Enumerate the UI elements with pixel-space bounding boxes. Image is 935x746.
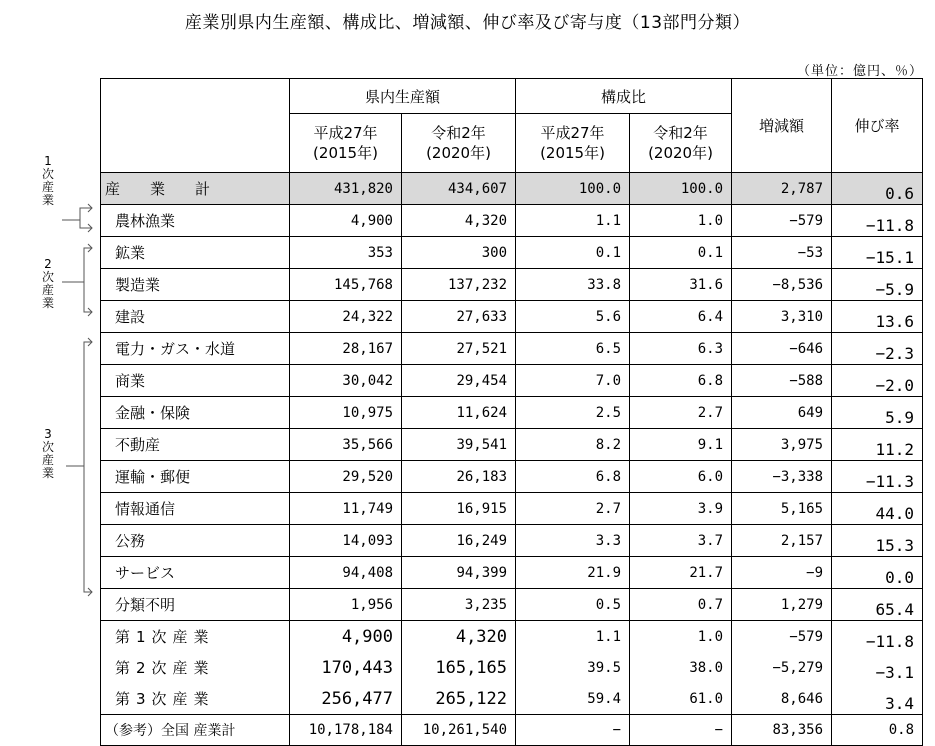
table-row: 電力・ガス・水道 28,167 27,521 6.5 6.3 −646 −2.3 bbox=[101, 333, 923, 365]
table-row: 商業 30,042 29,454 7.0 6.8 −588 −2.0 bbox=[101, 365, 923, 397]
header-industry bbox=[101, 79, 290, 173]
header-composition-2015: 平成27年 (2015年) bbox=[516, 114, 630, 173]
row-label: 産 業 計 bbox=[101, 173, 290, 205]
page-title: 産業別県内生産額、構成比、増減額、伸び率及び寄与度（13部門分類） bbox=[184, 13, 751, 33]
table-row: 運輸・郵便 29,520 26,183 6.8 6.0 −3,338 −11.3 bbox=[101, 461, 923, 493]
table-row-total: 産 業 計 431,820 434,607 100.0 100.0 2,787 0.6 bbox=[101, 173, 923, 205]
production-table bbox=[100, 78, 923, 746]
header-change: 増減額 bbox=[732, 79, 832, 173]
table-row-national: （参考）全国 産業計 10,178,184 10,261,540 − − 83,356 0.8 bbox=[101, 715, 923, 746]
header-production-2020: 令和2年 (2020年) bbox=[402, 114, 516, 173]
header-production: 県内生産額 bbox=[290, 79, 516, 114]
table-row: 鉱業 353 300 0.1 0.1 −53 −15.1 bbox=[101, 237, 923, 269]
header-growth: 伸び率 bbox=[832, 79, 923, 173]
side-label-tertiary: 3 次 産 業 bbox=[41, 427, 54, 480]
table-row-sector: 第3次産業 256,477 265,122 59.4 61.0 8,646 3.4 bbox=[101, 683, 923, 715]
table-row-sector: 第2次産業 170,443 165,165 39.5 38.0 −5,279 −3.1 bbox=[101, 652, 923, 683]
header-production-2015: 平成27年 (2015年) bbox=[290, 114, 402, 173]
side-label-primary: 1 次 産 業 bbox=[41, 154, 54, 207]
table-row: 製造業 145,768 137,232 33.8 31.6 −8,536 −5.9 bbox=[101, 269, 923, 301]
table-row: 農林漁業 4,900 4,320 1.1 1.0 −579 −11.8 bbox=[101, 205, 923, 237]
table-row: 金融・保険 10,975 11,624 2.5 2.7 649 5.9 bbox=[101, 397, 923, 429]
table-row: サービス 94,408 94,399 21.9 21.7 −9 0.0 bbox=[101, 557, 923, 589]
table-row: 公務 14,093 16,249 3.3 3.7 2,157 15.3 bbox=[101, 525, 923, 557]
unit-note: （単位：億円、％） bbox=[796, 64, 923, 79]
table-row: 分類不明 1,956 3,235 0.5 0.7 1,279 65.4 bbox=[101, 589, 923, 621]
table-row: 情報通信 11,749 16,915 2.7 3.9 5,165 44.0 bbox=[101, 493, 923, 525]
header-composition: 構成比 bbox=[516, 79, 732, 114]
header-composition-2020: 令和2年 (2020年) bbox=[630, 114, 732, 173]
side-label-secondary: 2 次 産 業 bbox=[41, 257, 54, 310]
table-row-sector: 第1次産業 4,900 4,320 1.1 1.0 −579 −11.8 bbox=[101, 621, 923, 653]
sector-brackets bbox=[0, 0, 110, 735]
table-row: 建設 24,322 27,633 5.6 6.4 3,310 13.6 bbox=[101, 301, 923, 333]
table-row: 不動産 35,566 39,541 8.2 9.1 3,975 11.2 bbox=[101, 429, 923, 461]
